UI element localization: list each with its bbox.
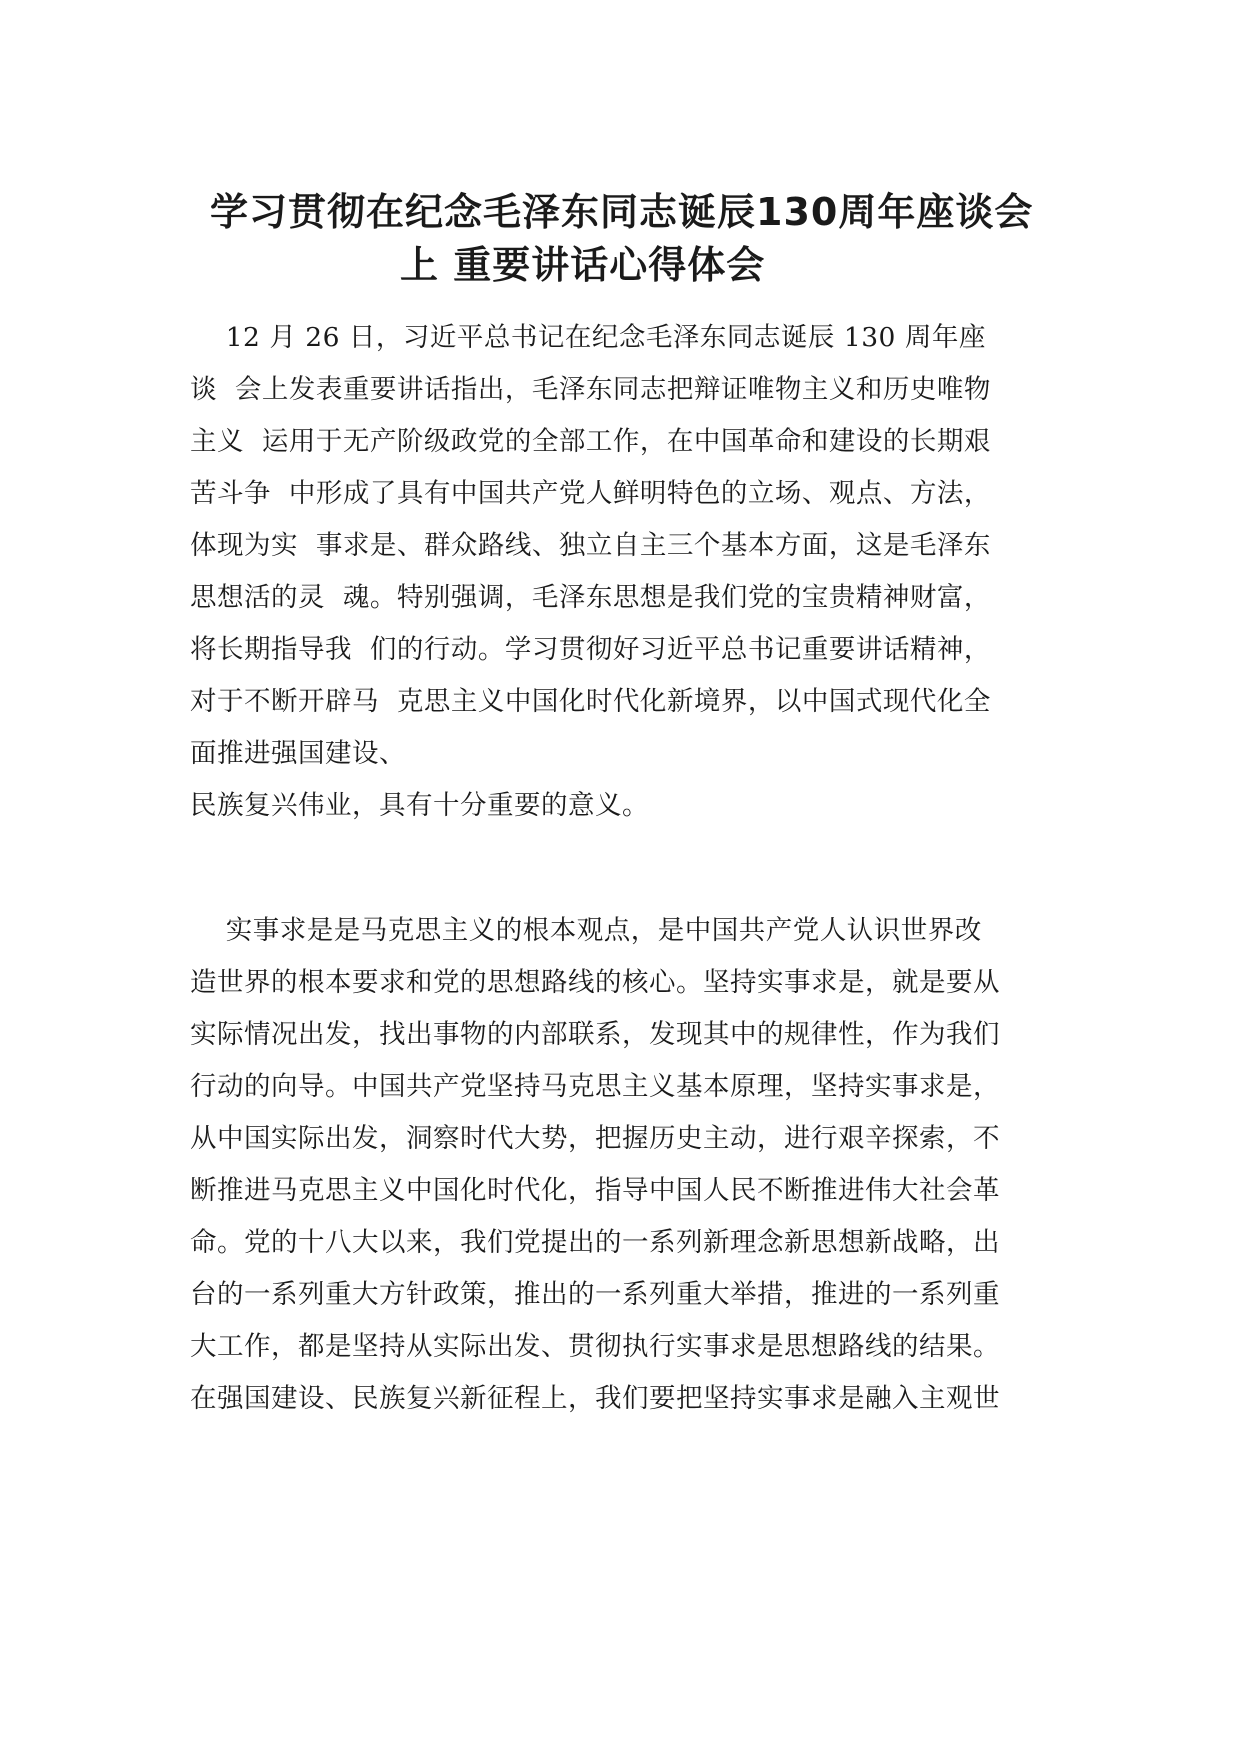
paragraph-line: 台的一系列重大方针政策，推出的一系列重大举措，推进的一系列重 (190, 1279, 1000, 1310)
paragraph-line: 民族复兴伟业，具有十分重要的意义。 (190, 790, 649, 821)
paragraph-line: 造世界的根本要求和党的思想路线的核心。坚持实事求是，就是要从 (190, 967, 1000, 998)
paragraph-line: 命。党的十八大以来，我们党提出的一系列新理念新思想新战略，出 (190, 1227, 1000, 1258)
paragraph-line: 思想活的灵 魂。特别强调，毛泽东思想是我们党的宝贵精神财富， (190, 582, 991, 613)
paragraph-line: 谈 会上发表重要讲话指出，毛泽东同志把辩证唯物主义和历史唯物 (190, 374, 991, 405)
paragraph-line: 12 月 26 日，习近平总书记在纪念毛泽东同志诞辰 130 周年座 (190, 322, 986, 353)
paragraph-line: 断推进马克思主义中国化时代化，指导中国人民不断推进伟大社会革 (190, 1175, 1000, 1206)
paragraph-line: 在强国建设、民族复兴新征程上，我们要把坚持实事求是融入主观世 (190, 1383, 1000, 1414)
paragraph-line: 体现为实 事求是、群众路线、独立自主三个基本方面，这是毛泽东 (190, 530, 991, 561)
paragraph-line: 行动的向导。中国共产党坚持马克思主义基本原理，坚持实事求是， (190, 1071, 1000, 1102)
paragraph-line: 大工作，都是坚持从实际出发、贯彻执行实事求是思想路线的结果。 (190, 1331, 1000, 1362)
document-title-line-1: 学习贯彻在纪念毛泽东同志诞辰130周年座谈会 (210, 190, 1034, 234)
paragraph-line: 对于不断开辟马 克思主义中国化时代化新境界，以中国式现代化全 (190, 686, 991, 717)
paragraph-line: 将长期指导我 们的行动。学习贯彻好习近平总书记重要讲话精神， (190, 634, 991, 665)
document-title-line-2: 上 重要讲话心得体会 (400, 243, 766, 287)
paragraph-line: 面推进强国建设、 (190, 738, 406, 769)
paragraph-line: 主义 运用于无产阶级政党的全部工作，在中国革命和建设的长期艰 (190, 426, 991, 457)
paragraph-line: 苦斗争 中形成了具有中国共产党人鲜明特色的立场、观点、方法， (190, 478, 991, 509)
paragraph-line: 从中国实际出发，洞察时代大势，把握历史主动，进行艰辛探索，不 (190, 1123, 1000, 1154)
paragraph-line: 实际情况出发，找出事物的内部联系，发现其中的规律性，作为我们 (190, 1019, 1000, 1050)
paragraph-line: 实事求是是马克思主义的根本观点，是中国共产党人认识世界改 (190, 915, 982, 946)
